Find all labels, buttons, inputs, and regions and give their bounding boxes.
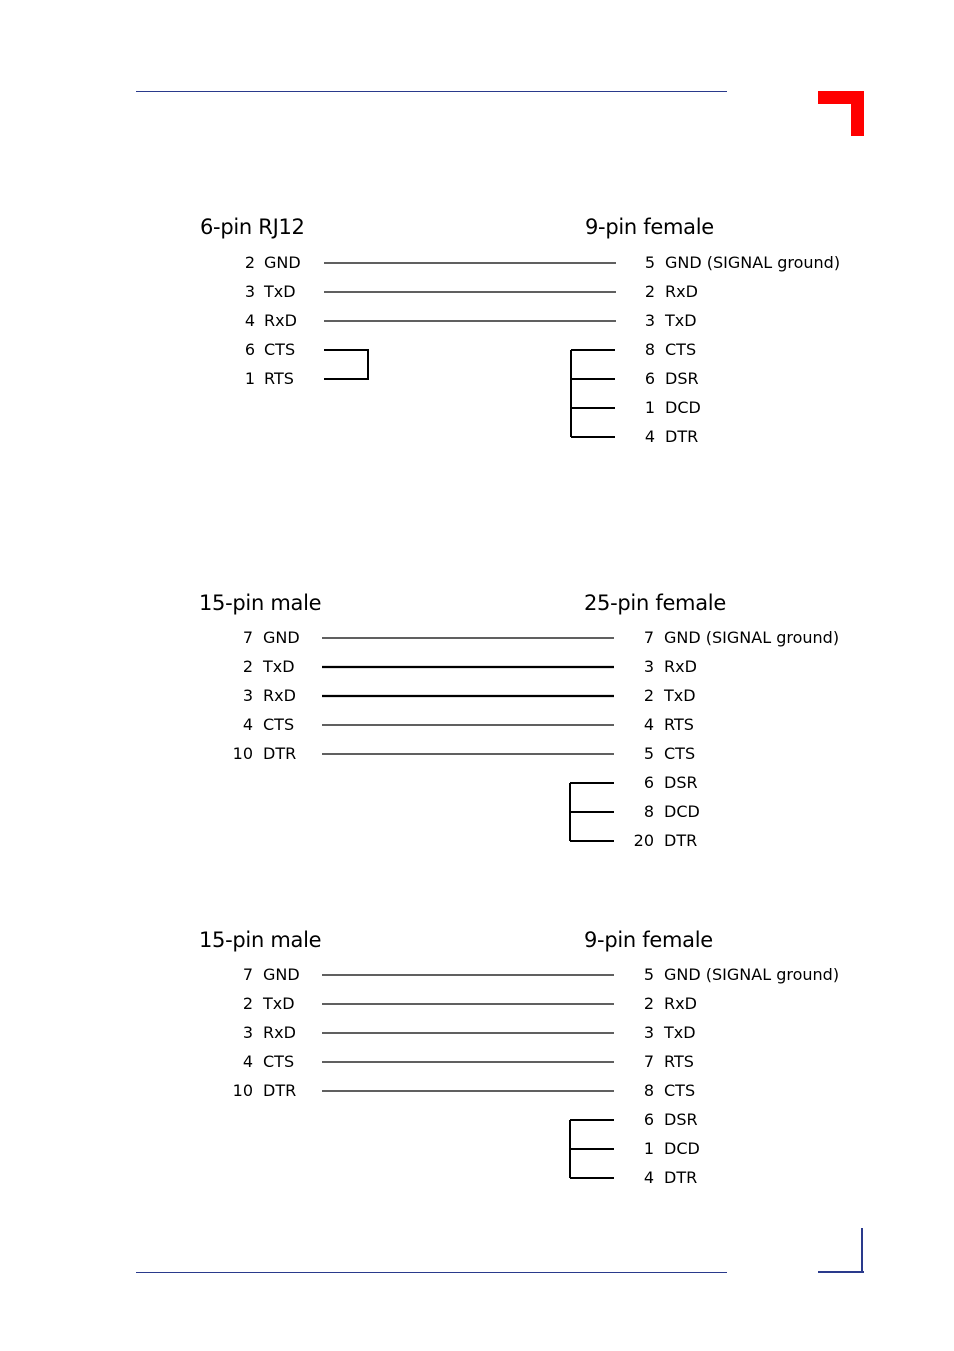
pin-signal: TxD bbox=[665, 311, 697, 330]
pin-signal: CTS bbox=[264, 340, 296, 359]
pin-number: 2 bbox=[644, 282, 655, 301]
pin-number: 8 bbox=[644, 340, 655, 359]
right-connector-title: 9-pin female bbox=[584, 928, 713, 952]
pin-signal: TxD bbox=[264, 282, 296, 301]
pin-signal: GND (SIGNAL ground) bbox=[664, 628, 840, 647]
wiring-lines bbox=[0, 928, 954, 1228]
pin-signal: TxD bbox=[664, 1023, 696, 1042]
pin-signal: GND bbox=[264, 253, 301, 272]
left-connector-title: 15-pin male bbox=[199, 928, 322, 952]
pin-number: 1 bbox=[643, 1139, 654, 1158]
pin-number: 3 bbox=[244, 282, 255, 301]
pin-signal: CTS bbox=[263, 1052, 295, 1071]
pin-signal: DTR bbox=[664, 831, 698, 850]
pin-number: 7 bbox=[643, 1052, 654, 1071]
pin-number: 2 bbox=[643, 994, 654, 1013]
pin-number: 4 bbox=[644, 427, 655, 446]
pin-signal: CTS bbox=[664, 1081, 696, 1100]
footer-rule bbox=[136, 1272, 727, 1273]
pin-number: 2 bbox=[242, 994, 253, 1013]
pin-number: 3 bbox=[643, 1023, 654, 1042]
pin-number: 4 bbox=[643, 715, 654, 734]
pin-signal: TxD bbox=[664, 686, 696, 705]
pin-signal: DTR bbox=[263, 744, 297, 763]
pin-number: 7 bbox=[242, 628, 253, 647]
pin-signal: RTS bbox=[664, 715, 694, 734]
pin-number: 6 bbox=[643, 1110, 654, 1129]
corner-mark-top bbox=[851, 91, 864, 136]
wiring-diagram bbox=[0, 591, 954, 891]
pin-number: 7 bbox=[643, 628, 654, 647]
pin-number: 2 bbox=[242, 657, 253, 676]
pin-signal: GND bbox=[263, 628, 300, 647]
right-connector-title: 25-pin female bbox=[584, 591, 726, 615]
pin-number: 5 bbox=[643, 744, 654, 763]
pin-number: 7 bbox=[242, 965, 253, 984]
pin-signal: CTS bbox=[665, 340, 697, 359]
pin-number: 6 bbox=[643, 773, 654, 792]
pin-signal: DTR bbox=[664, 1168, 698, 1187]
left-connector-title: 6-pin RJ12 bbox=[200, 215, 305, 239]
pin-number: 3 bbox=[242, 686, 253, 705]
pin-number: 20 bbox=[633, 831, 654, 850]
pin-signal: RTS bbox=[264, 369, 294, 388]
pin-signal: DSR bbox=[664, 773, 698, 792]
pin-signal: DTR bbox=[263, 1081, 297, 1100]
right-connector-title: 9-pin female bbox=[585, 215, 714, 239]
pin-number: 10 bbox=[232, 1081, 253, 1100]
wiring-lines bbox=[0, 215, 954, 515]
pin-signal: CTS bbox=[263, 715, 295, 734]
pin-signal: RxD bbox=[664, 994, 697, 1013]
pin-signal: DTR bbox=[665, 427, 699, 446]
pin-number: 8 bbox=[643, 802, 654, 821]
pin-signal: GND (SIGNAL ground) bbox=[665, 253, 841, 272]
pin-number: 3 bbox=[643, 657, 654, 676]
corner-mark-bottom bbox=[861, 1228, 863, 1273]
pin-signal: GND (SIGNAL ground) bbox=[664, 965, 840, 984]
pin-signal: CTS bbox=[664, 744, 696, 763]
pin-number: 8 bbox=[643, 1081, 654, 1100]
pin-number: 2 bbox=[244, 253, 255, 272]
pin-number: 1 bbox=[644, 398, 655, 417]
wiring-diagram bbox=[0, 215, 954, 515]
wiring-diagram bbox=[0, 928, 954, 1228]
pin-signal: TxD bbox=[263, 994, 295, 1013]
pin-number: 4 bbox=[244, 311, 255, 330]
pin-number: 4 bbox=[242, 715, 253, 734]
pin-number: 3 bbox=[644, 311, 655, 330]
pin-number: 2 bbox=[643, 686, 654, 705]
loopback-bridge bbox=[324, 350, 368, 379]
pin-signal: RxD bbox=[263, 1023, 296, 1042]
pin-number: 4 bbox=[643, 1168, 654, 1187]
pin-signal: DSR bbox=[665, 369, 699, 388]
pin-number: 3 bbox=[242, 1023, 253, 1042]
corner-mark-bottom bbox=[818, 1271, 864, 1273]
header-rule bbox=[136, 91, 727, 92]
pin-number: 5 bbox=[643, 965, 654, 984]
wiring-lines bbox=[0, 591, 954, 891]
pin-signal: TxD bbox=[263, 657, 295, 676]
pin-signal: DSR bbox=[664, 1110, 698, 1129]
left-connector-title: 15-pin male bbox=[199, 591, 322, 615]
pin-signal: DCD bbox=[664, 1139, 700, 1158]
pin-signal: DCD bbox=[664, 802, 700, 821]
pin-number: 5 bbox=[644, 253, 655, 272]
pin-signal: RxD bbox=[264, 311, 297, 330]
pin-signal: GND bbox=[263, 965, 300, 984]
pin-number: 10 bbox=[232, 744, 253, 763]
pin-number: 1 bbox=[244, 369, 255, 388]
pin-signal: DCD bbox=[665, 398, 701, 417]
pin-number: 6 bbox=[244, 340, 255, 359]
pin-signal: RTS bbox=[664, 1052, 694, 1071]
pin-number: 6 bbox=[644, 369, 655, 388]
pin-signal: RxD bbox=[665, 282, 698, 301]
pin-number: 4 bbox=[242, 1052, 253, 1071]
pin-signal: RxD bbox=[664, 657, 697, 676]
pin-signal: RxD bbox=[263, 686, 296, 705]
